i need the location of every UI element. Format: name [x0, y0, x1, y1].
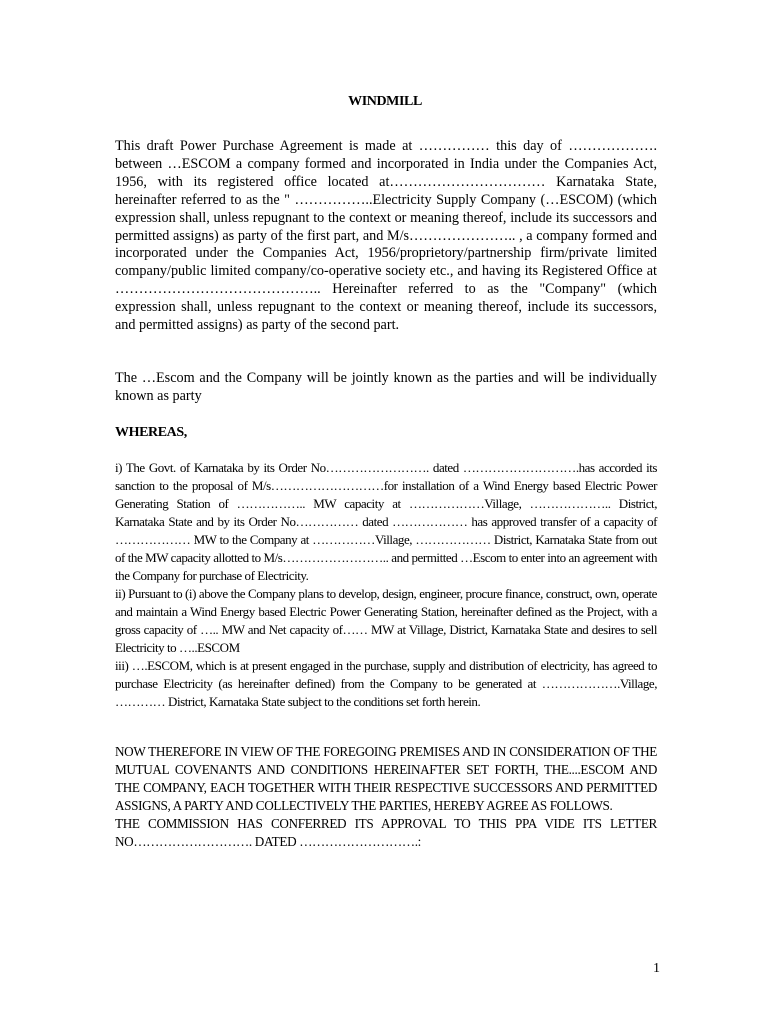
commission-paragraph: THE COMMISSION HAS CONFERRED ITS APPROVAL TO THIS PPA VIDE ITS LETTER NO………………………. DATED ……………………….: — [115, 816, 657, 849]
whereas-heading: WHEREAS, — [115, 425, 187, 440]
now-therefore-paragraph: NOW THEREFORE IN VIEW OF THE FOREGOING PREMISES AND IN CONSIDERATION OF THE MUTUAL COVENANTS AND CONDITIONS HEREINAFTER SET FORTH, THE....ESCOM AND THE COMPANY, EACH TOGETHER WITH THEIR RESPECTIVE SUCCESSORS AND PERMITTED ASSIGNS, A PARTY AND COLLECTIVELY THE PARTIES, HEREBY AGREE AS FOLLOWS. — [115, 744, 657, 813]
page-number: 1 — [653, 961, 660, 976]
recital-ii: ii) Pursuant to (i) above the Company plans to develop, design, engineer, procure finance, construct, own, operate and maintain a Wind Energy based Electric Power Generating Station, hereinafter defined as the Project, with a gross capacity of ….. MW and Net capacity of…… MW at Village, District, Karnataka State and desires to sell Electricity to …..ESCOM — [115, 586, 657, 655]
operative-section — [115, 743, 657, 851]
recital-i: i) The Govt. of Karnataka by its Order No……………………. dated ……………………….has accorded its sanction to the proposal of M/s………………………for installation of a Wind Energy based Electric Power Generating Station of …………….. MW capacity at ………………Village, ……………….. District, Karnataka State and by its Order No…………… dated ……………… has approved transfer of a capacity of ……………… MW to the Company at ……………Village, ……………… District, Karnataka State from out of the MW capacity allotted to M/s…………………….. and permitted …Escom to enter into an agreement with the Company for purchase of Electricity. — [115, 460, 657, 583]
recitals-section — [115, 459, 657, 711]
parties-paragraph: The …Escom and the Company will be jointly known as the parties and will be individually known as party — [115, 370, 657, 404]
document-title: WINDMILL — [348, 94, 422, 109]
recital-iii: iii) ….ESCOM, which is at present engaged in the purchase, supply and distribution of electricity, has agreed to purchase Electricity (as hereinafter defined) from the Company to be generated at ……………….Village, ………… District, Karnataka State subject to the conditions set forth herein. — [115, 658, 657, 709]
intro-paragraph: This draft Power Purchase Agreement is made at …………… this day of ………………. between …ESCOM a company formed and incorporated in India under the Companies Act, 1956, with its registered office located at…………………………… Karnataka State, hereinafter referred to as the " ……………..Electricity Supply Company (…ESCOM) (which expression shall, unless repugnant to the context or meaning thereof, include its successors and permitted assigns) as party of the first part, and M/s………………….. , a company formed and incorporated under the Companies Act, 1956/proprietory/partnership firm/private limited company/public limited company/co-operative society etc., and having its Registered Office at …………………………………….. Hereinafter referred to as the "Company" (which expression shall, unless repugnant to the context or meaning thereof, include its successors, and permitted assigns) as party of the second part. — [115, 138, 657, 334]
